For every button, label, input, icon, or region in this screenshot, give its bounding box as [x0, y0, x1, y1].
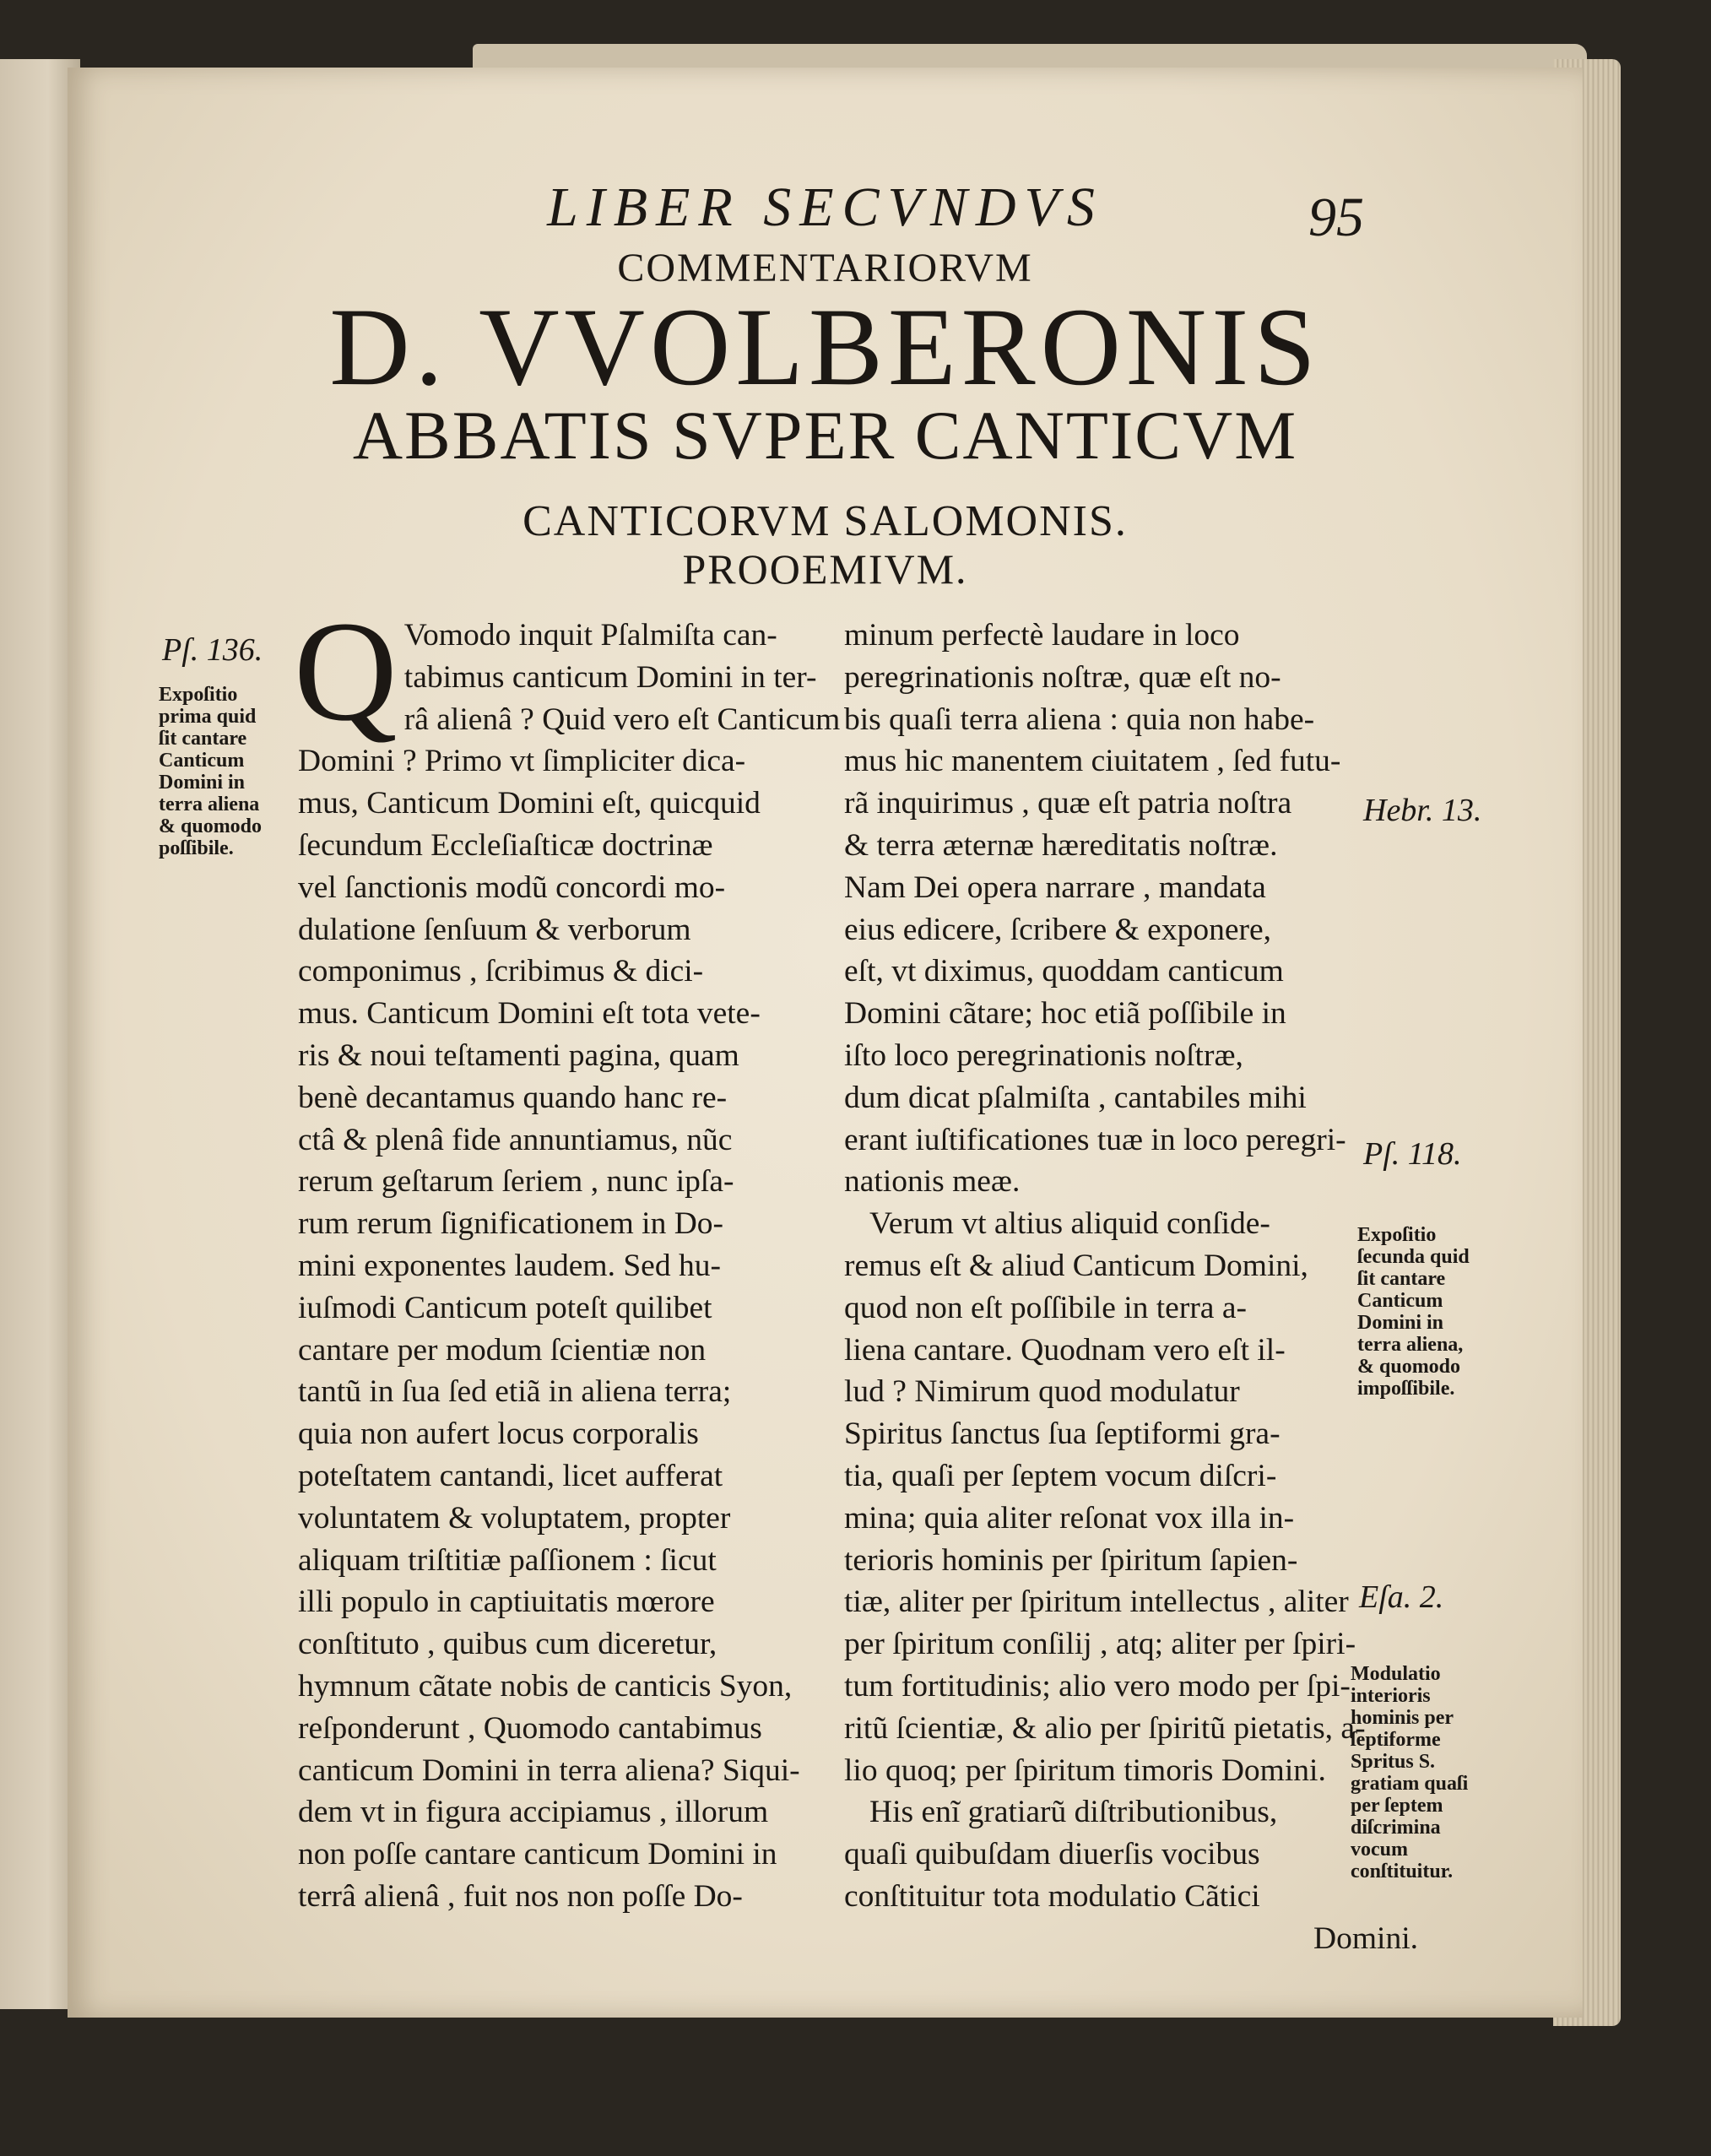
- text-line: Domini cãtare; hoc etiã poſſibile in: [844, 996, 1286, 1032]
- text-line: tia, quaſi per ſeptem vocum diſcri-: [844, 1458, 1277, 1493]
- margin-ref-ps136: Pſ. 136.: [162, 632, 263, 668]
- text-line: mus, Canticum Domini eſt, quicquid: [298, 786, 761, 821]
- text-line: ritũ ſcientiæ, & alio per ſpiritũ pietatis, a-: [844, 1710, 1366, 1746]
- right-lines: [844, 615, 1418, 1960]
- running-title: LIBER SECVNDVS: [547, 176, 1103, 238]
- text-line: tantũ in ſua ſed etiã in aliena terra;: [298, 1374, 732, 1410]
- text-line: quia non aufert locus corporalis: [298, 1417, 699, 1452]
- text-line: per ſpiritum conſilij , atq; aliter per ſpiri-: [844, 1627, 1356, 1662]
- text-line: quaſi quibuſdam diuerſis vocibus: [844, 1837, 1260, 1872]
- text-line: eius edicere, ſcribere & exponere,: [844, 912, 1271, 947]
- text-line: lio quoq; per ſpiritum timoris Domini.: [844, 1752, 1326, 1788]
- text-line: conſtituitur tota modulatio Cãtici: [844, 1878, 1260, 1914]
- text-line: reſponderunt , Quomodo cantabimus: [298, 1710, 762, 1746]
- text-line: hymnum cãtate nobis de canticis Syon,: [298, 1668, 793, 1704]
- text-line: iſto loco peregrinationis noſtræ,: [844, 1037, 1243, 1073]
- text-line: erant iuſtificationes tuæ in loco peregri-: [844, 1122, 1346, 1157]
- text-line: Nam Dei opera narrare , mandata: [844, 869, 1266, 905]
- text-line: mus. Canticum Domini eſt tota vete-: [298, 996, 761, 1032]
- text-line: dem vt in figura accipiamus , illorum: [298, 1795, 769, 1830]
- margin-note-expositio-secunda: Expoſitio ſecunda quid ſit cantare Canticum Domini in terra aliena, & quomodo impoſſibile.: [1357, 1224, 1470, 1400]
- margin-ref-esa2: Eſa. 2.: [1359, 1579, 1444, 1615]
- text-line: rã inquirimus , quæ eſt patria noſtra: [844, 786, 1292, 821]
- page-number: 95: [1308, 187, 1364, 248]
- text-line: voluntatem & voluptatem, propter: [298, 1500, 731, 1536]
- left-lines: [298, 615, 859, 1918]
- text-line: mina; quia aliter reſonat vox illa in-: [844, 1500, 1295, 1536]
- text-line: benè decantamus quando hanc re-: [298, 1080, 728, 1115]
- text-line: mus hic manentem ciuitatem , ſed futu-: [844, 744, 1341, 779]
- text-line: non poſſe cantare canticum Domini in: [298, 1837, 777, 1872]
- text-line: iuſmodi Canticum poteſt quilibet: [298, 1290, 712, 1325]
- title-line-4: CANTICORVM SALOMONIS.: [523, 497, 1128, 545]
- text-line: lud ? Nimirum quod modulatur: [844, 1374, 1240, 1410]
- text-line: eſt, vt diximus, quoddam canticum: [844, 954, 1284, 989]
- text-line: nationis meæ.: [844, 1164, 1021, 1200]
- margin-note-expositio-prima: Expoſitio prima quid ſit cantare Canticum Domini in terra aliena & quomodo poſſibile.: [159, 684, 263, 859]
- text-line: & terra æternæ hæreditatis noſtræ.: [844, 827, 1278, 863]
- text-line: dum dicat pſalmiſta , cantabiles mihi: [844, 1080, 1307, 1115]
- left-text-column: [294, 592, 859, 1918]
- text-line: tum fortitudinis; alio vero modo per ſpi-: [844, 1668, 1351, 1704]
- text-line: terrâ alienâ , fuit nos non poſſe Do-: [298, 1878, 743, 1914]
- text-line: quod non eſt poſſibile in terra a-: [844, 1290, 1247, 1325]
- text-line: componimus , ſcribimus & dici-: [298, 954, 704, 989]
- text-line: dulatione ſenſuum & verborum: [298, 912, 691, 947]
- text-line: minum perfectè laudare in loco: [844, 618, 1240, 653]
- text-line: rerum geſtarum ſeriem , nunc ipſa-: [298, 1164, 734, 1200]
- text-line: rum rerum ſignificationem in Do-: [298, 1206, 724, 1242]
- text-line: cantare per modum ſcientiæ non: [298, 1332, 707, 1368]
- text-line: ſecundum Eccleſiaſticæ doctrinæ: [298, 827, 713, 863]
- drop-cap: Q: [294, 592, 398, 750]
- text-line: tiæ, aliter per ſpiritum intellectus , aliter: [844, 1584, 1349, 1620]
- book-page: [68, 68, 1583, 2018]
- text-line: conſtituto , quibus cum diceretur,: [298, 1627, 717, 1662]
- margin-ref-ps118: Pſ. 118.: [1363, 1136, 1462, 1172]
- title-line-2: D. VVOLBERONIS: [329, 284, 1321, 409]
- text-line: terioris hominis per ſpiritum ſapien-: [844, 1542, 1298, 1578]
- text-line: ctâ & plenâ fide annuntiamus, nũc: [298, 1122, 733, 1157]
- text-line: Verum vt altius aliquid conſide-: [869, 1206, 1270, 1242]
- text-line: ris & noui teſtamenti pagina, quam: [298, 1037, 739, 1073]
- right-text-column: [844, 615, 1418, 1960]
- text-line: aliquam triſtitiæ paſſionem : ſicut: [298, 1542, 717, 1578]
- section-heading: PROOEMIVM.: [682, 545, 968, 593]
- text-line: Vomodo inquit Pſalmiſta can-: [403, 618, 777, 653]
- text-line: Spiritus ſanctus ſua ſeptiformi gra-: [844, 1417, 1281, 1452]
- text-line: Domini.: [1313, 1920, 1418, 1956]
- title-line-1: COMMENTARIORVM: [617, 246, 1033, 290]
- text-line: Domini ? Primo vt ſimpliciter dica-: [298, 744, 746, 779]
- text-line: râ alienâ ? Quid vero eſt Canticum: [403, 702, 841, 737]
- text-line: peregrinationis noſtræ, quæ eſt no-: [844, 659, 1281, 695]
- text-line: tabimus canticum Domini in ter-: [403, 659, 817, 695]
- text-line: vel ſanctionis modũ concordi mo-: [298, 869, 726, 905]
- text-line: canticum Domini in terra aliena? Siqui-: [298, 1752, 800, 1788]
- text-line: bis quaſi terra aliena : quia non habe-: [844, 702, 1315, 737]
- margin-note-modulatio: Modulatio interioris hominis per ſeptiforme Spritus S. gratiam quaſi per ſeptem diſcrimina vocum conſtituitur.: [1351, 1663, 1469, 1882]
- text-line: poteſtatem cantandi, licet aufferat: [298, 1458, 723, 1493]
- text-line: His enĩ gratiarũ diſtributionibus,: [869, 1795, 1278, 1830]
- margin-ref-hebr13: Hebr. 13.: [1363, 793, 1482, 828]
- text-line: illi populo in captiuitatis mœrore: [298, 1584, 715, 1620]
- text-line: liena cantare. Quodnam vero eſt il-: [844, 1332, 1286, 1368]
- text-line: remus eſt & aliud Canticum Domini,: [844, 1248, 1308, 1283]
- text-line: mini exponentes laudem. Sed hu-: [298, 1248, 721, 1283]
- title-line-3: ABBATIS SVPER CANTICVM: [352, 397, 1298, 474]
